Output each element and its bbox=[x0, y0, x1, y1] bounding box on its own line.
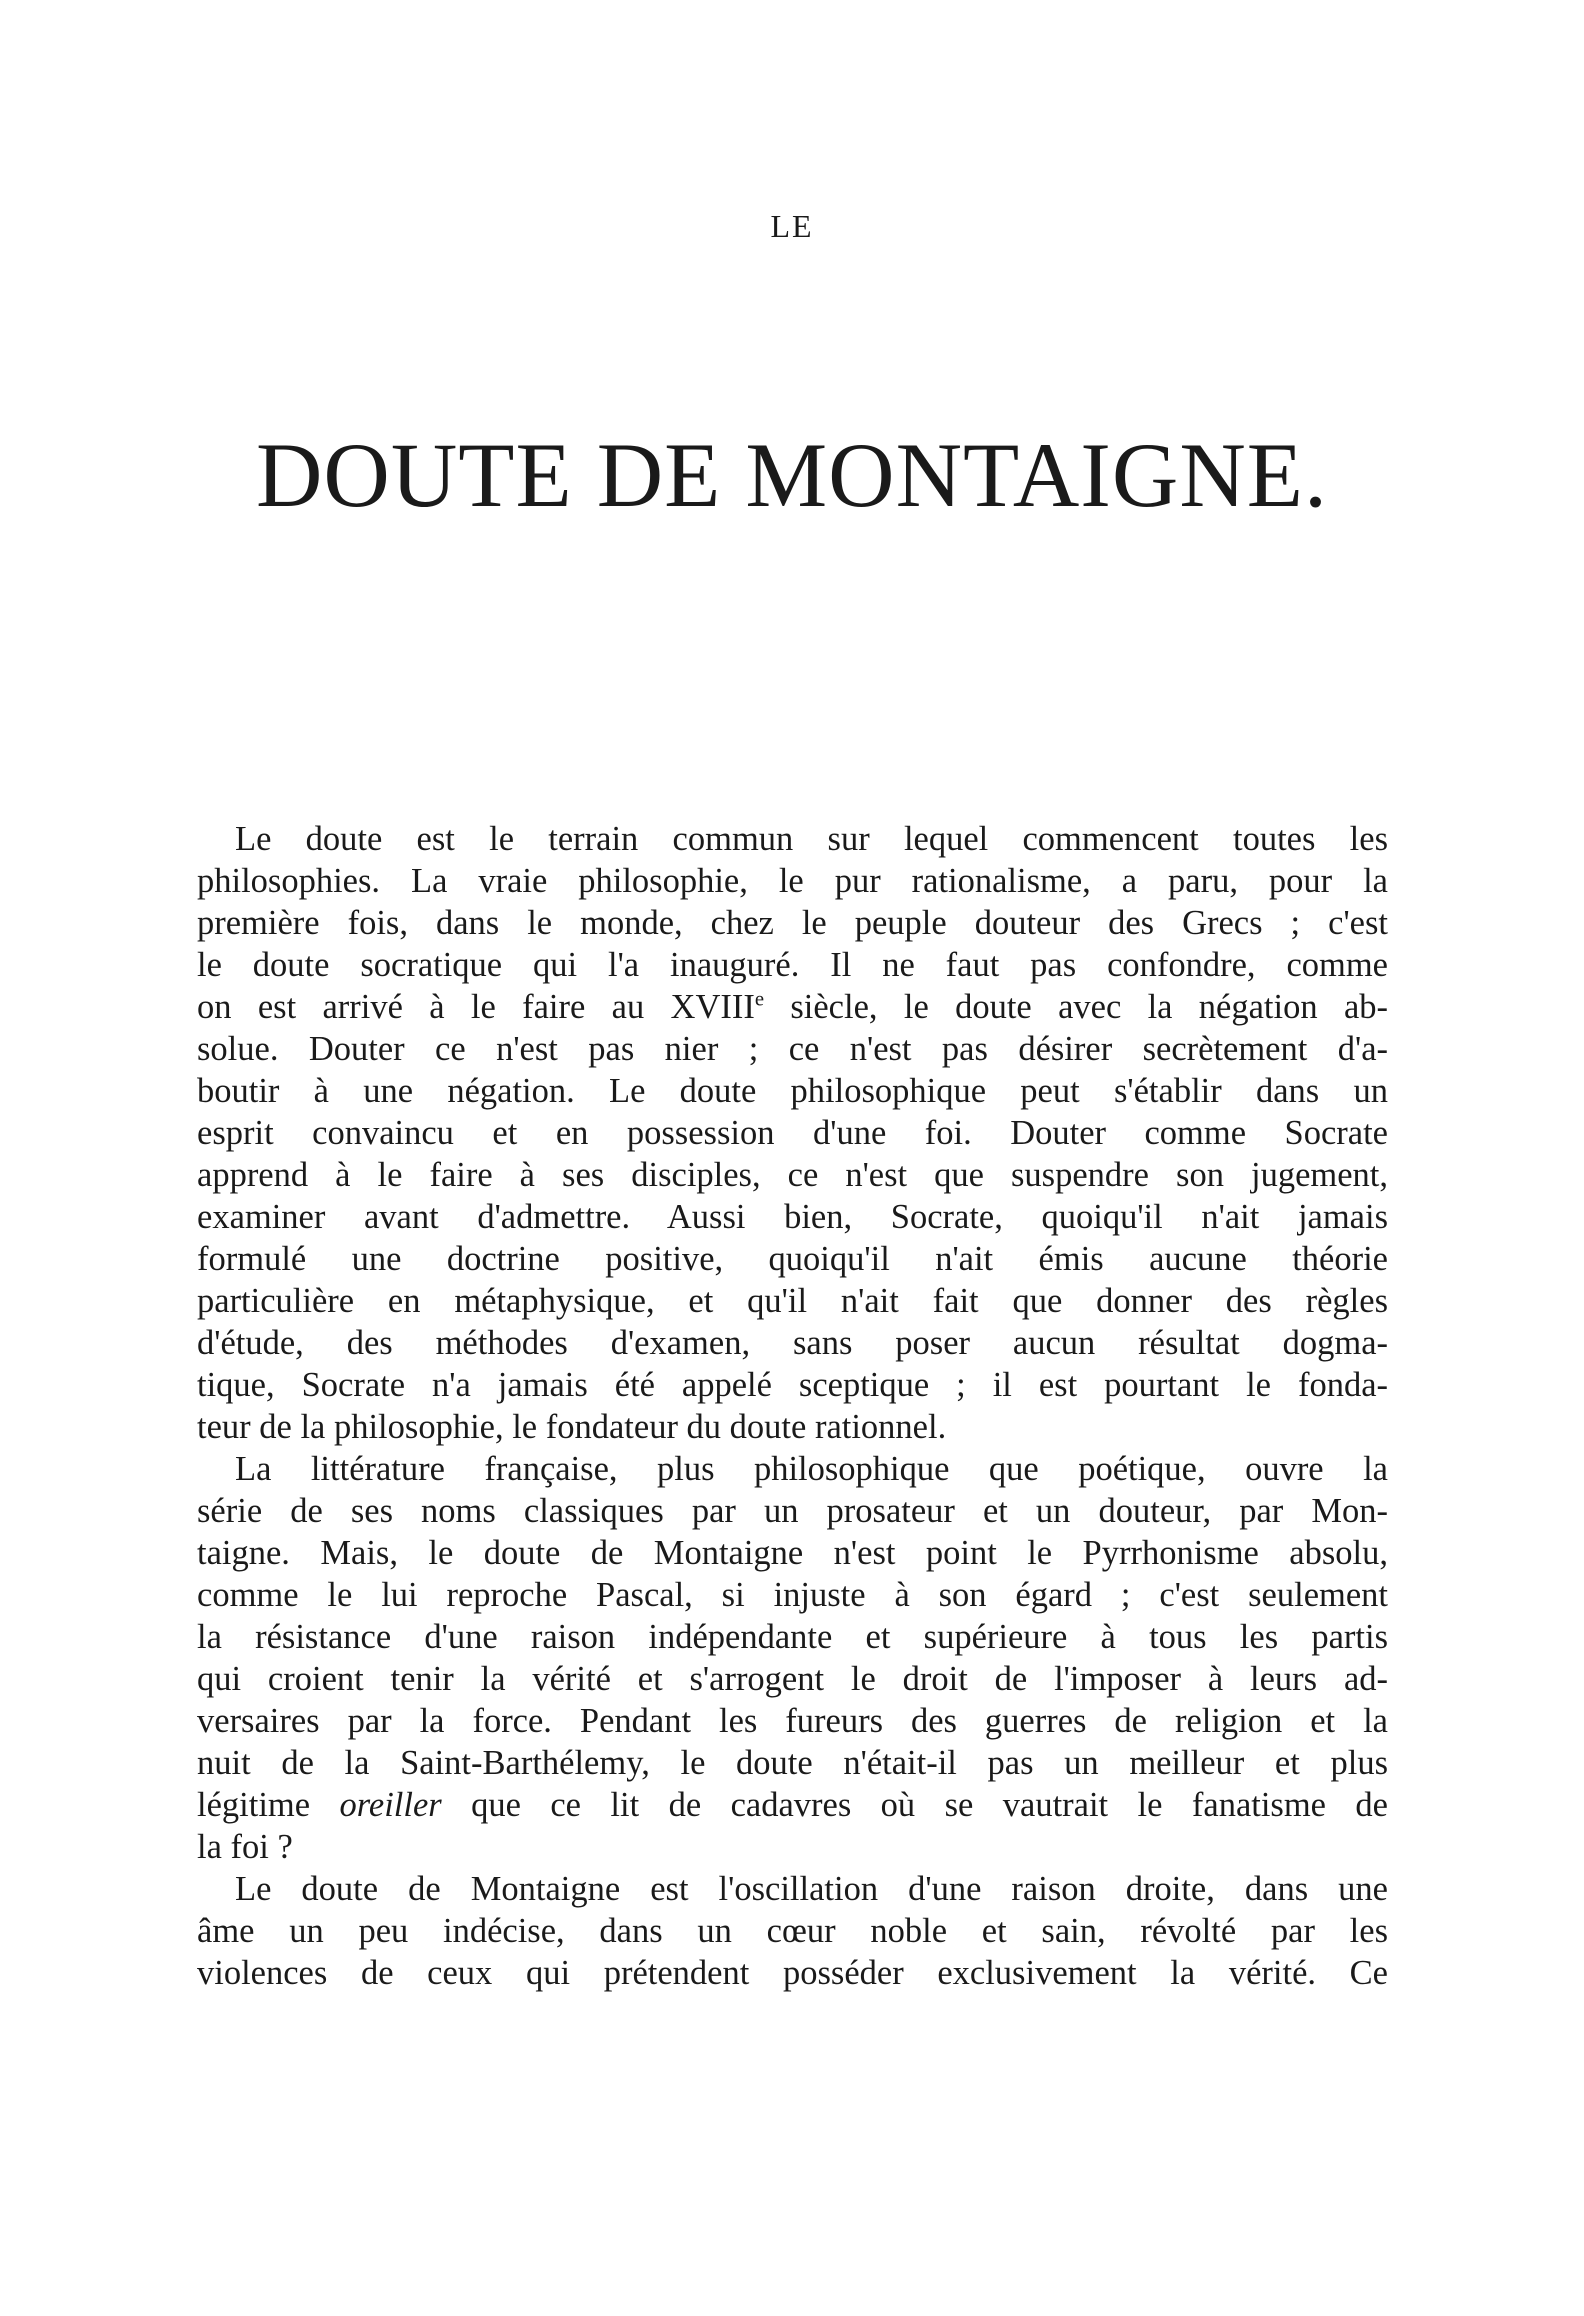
text-segment: siècle, le doute avec la négation ab- bbox=[764, 988, 1388, 1026]
text-line: Le doute est le terrain commun sur lequel commencent toutes les bbox=[235, 820, 1388, 858]
body-text bbox=[197, 818, 1388, 1994]
text-line: apprend à le faire à ses disciples, ce n'est que suspendre son jugement, bbox=[197, 1156, 1388, 1194]
text-line: la foi ? bbox=[197, 1828, 293, 1866]
chapter-title: DOUTE DE MONTAIGNE. bbox=[255, 423, 1328, 526]
text-line: la résistance d'une raison indépendante et supérieure à tous les partis bbox=[197, 1618, 1388, 1656]
text-line: philosophies. La vraie philosophie, le pur rationalisme, a paru, pour la bbox=[197, 862, 1388, 900]
text-line: qui croient tenir la vérité et s'arrogent le droit de l'imposer à leurs ad- bbox=[197, 1660, 1388, 1698]
text-segment: que ce lit de cadavres où se vautrait le fanatisme de bbox=[441, 1786, 1388, 1824]
text-line: le doute socratique qui l'a inauguré. Il ne faut pas confondre, comme bbox=[197, 946, 1388, 984]
text-line: examiner avant d'admettre. Aussi bien, Socrate, quoiqu'il n'ait jamais bbox=[197, 1198, 1388, 1236]
text-line: versaires par la force. Pendant les fureurs des guerres de religion et la bbox=[197, 1702, 1388, 1740]
text-line: taigne. Mais, le doute de Montaigne n'est point le Pyrrhonisme absolu, bbox=[197, 1534, 1388, 1572]
text-line: âme un peu indécise, dans un cœur noble et sain, révolté par les bbox=[197, 1912, 1388, 1950]
text-line: boutir à une négation. Le doute philosophique peut s'établir dans un bbox=[197, 1072, 1388, 1110]
text-line: La littérature française, plus philosophique que poétique, ouvre la bbox=[235, 1450, 1388, 1488]
italic-word: oreiller bbox=[339, 1786, 442, 1824]
text-line: esprit convaincu et en possession d'une foi. Douter comme Socrate bbox=[197, 1114, 1388, 1152]
text-line bbox=[197, 986, 1388, 1028]
text-line: solue. Douter ce n'est pas nier ; ce n'est pas désirer secrètement d'a- bbox=[197, 1030, 1388, 1068]
text-line: teur de la philosophie, le fondateur du doute rationnel. bbox=[197, 1408, 947, 1446]
text-line: comme le lui reproche Pascal, si injuste à son égard ; c'est seulement bbox=[197, 1576, 1388, 1614]
text-line: formulé une doctrine positive, quoiqu'il n'ait émis aucune théorie bbox=[197, 1240, 1388, 1278]
text-segment: on est arrivé à le faire au XVIII bbox=[197, 988, 755, 1026]
text-line bbox=[197, 1784, 1388, 1826]
superscript: e bbox=[754, 988, 765, 1011]
text-segment: légitime bbox=[197, 1786, 340, 1824]
text-line: série de ses noms classiques par un prosateur et un douteur, par Mon- bbox=[197, 1492, 1388, 1530]
text-line: tique, Socrate n'a jamais été appelé sceptique ; il est pourtant le fonda- bbox=[197, 1366, 1388, 1404]
text-line: particulière en métaphysique, et qu'il n'ait fait que donner des règles bbox=[197, 1282, 1388, 1320]
text-line: première fois, dans le monde, chez le peuple douteur des Grecs ; c'est bbox=[197, 904, 1388, 942]
chapter-kicker: LE bbox=[770, 208, 814, 244]
text-line: nuit de la Saint-Barthélemy, le doute n'était-il pas un meilleur et plus bbox=[197, 1744, 1388, 1782]
text-line: Le doute de Montaigne est l'oscillation d'une raison droite, dans une bbox=[235, 1870, 1388, 1908]
text-line: d'étude, des méthodes d'examen, sans poser aucun résultat dogma- bbox=[197, 1324, 1388, 1362]
text-line: violences de ceux qui prétendent posséder exclusivement la vérité. Ce bbox=[197, 1954, 1388, 1992]
